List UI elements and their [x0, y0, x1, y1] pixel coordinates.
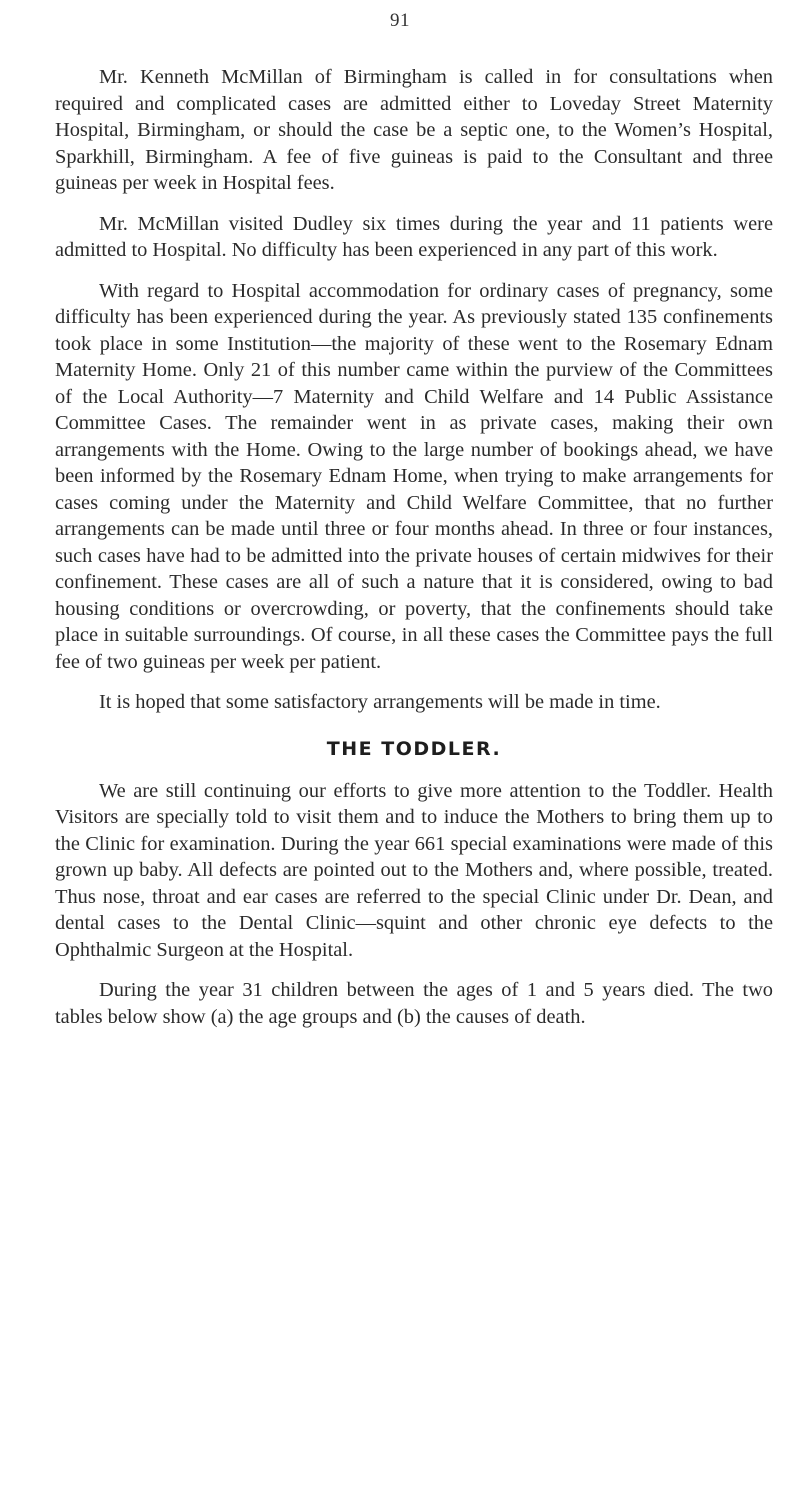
paragraph-hospital-accommodation: With regard to Hospital accommodation for ordinary cases of pregnancy, some difficulty has been experienced during the year. As previously stated 135 confinements took place in some Institution—the majority of these went to the Rosemary Ednam Maternity Home. Only 21 of this number came within the purview of the Committees of the Local Authority—7 Maternity and Child Welfare and 14 Public Assistance Committee Cases. The remainder went in as private cases, making their own arrangements with the Home. Owing to the large number of bookings ahead, we have been informed by the Rosemary Ednam Home, when trying to make arrangements for cases coming under the Maternity and Child Welfare Committee, that no further arrangements can be made until three or four months ahead. In three or four instances, such cases have had to be admitted into the private houses of certain midwives for their confinement. These cases are all of such a nature that it is considered, owing to bad housing conditions or overcrowding, or poverty, that the confinements should take place in suitable surroundings. Of course, in all these cases the Committee pays the full fee of two guineas per week per patient.: [55, 279, 773, 673]
section-heading-toddler: THE TODDLER.: [326, 737, 502, 760]
paragraph-toddler-efforts: We are still continuing our efforts to give more attention to the Toddler. Health Visitors are specially told to visit them and to induce the Mothers to bring them up to the Clinic for examination. During the year 661 special examinations were made of this grown up baby. All defects are pointed out to the Mothers and, where possible, treated. Thus nose, throat and ear cases are referred to the special Clinic under Dr. Dean, and dental cases to the Dental Clinic—squint and other chronic eye defects to the Ophthalmic Surgeon at the Hospital.: [55, 779, 773, 961]
paragraph-hoped-arrangements: It is hoped that some satisfactory arrangements will be made in time.: [99, 691, 661, 713]
paragraph-consultant: Mr. Kenneth McMillan of Birmingham is called in for consultations when required and complicated cases are admitted either to Loveday Street Maternity Hospital, Birmingham, or should the case be a septic one, to the Women’s Hospital, Sparkhill, Birmingham. A fee of five guineas is paid to the Consultant and three guineas per week in Hospital fees.: [55, 66, 773, 194]
paragraph-mcmillan-visits: Mr. McMillan visited Dudley six times during the year and 11 patients were admitted to Hospital. No difficulty has been experienced in any part of this work.: [55, 212, 773, 261]
page-number: 91: [390, 10, 410, 31]
body-text: [55, 64, 773, 1044]
paragraph-toddler-deaths: During the year 31 children between the ages of 1 and 5 years died. The two tables below show (a) the age groups and (b) the causes of death.: [55, 979, 773, 1028]
